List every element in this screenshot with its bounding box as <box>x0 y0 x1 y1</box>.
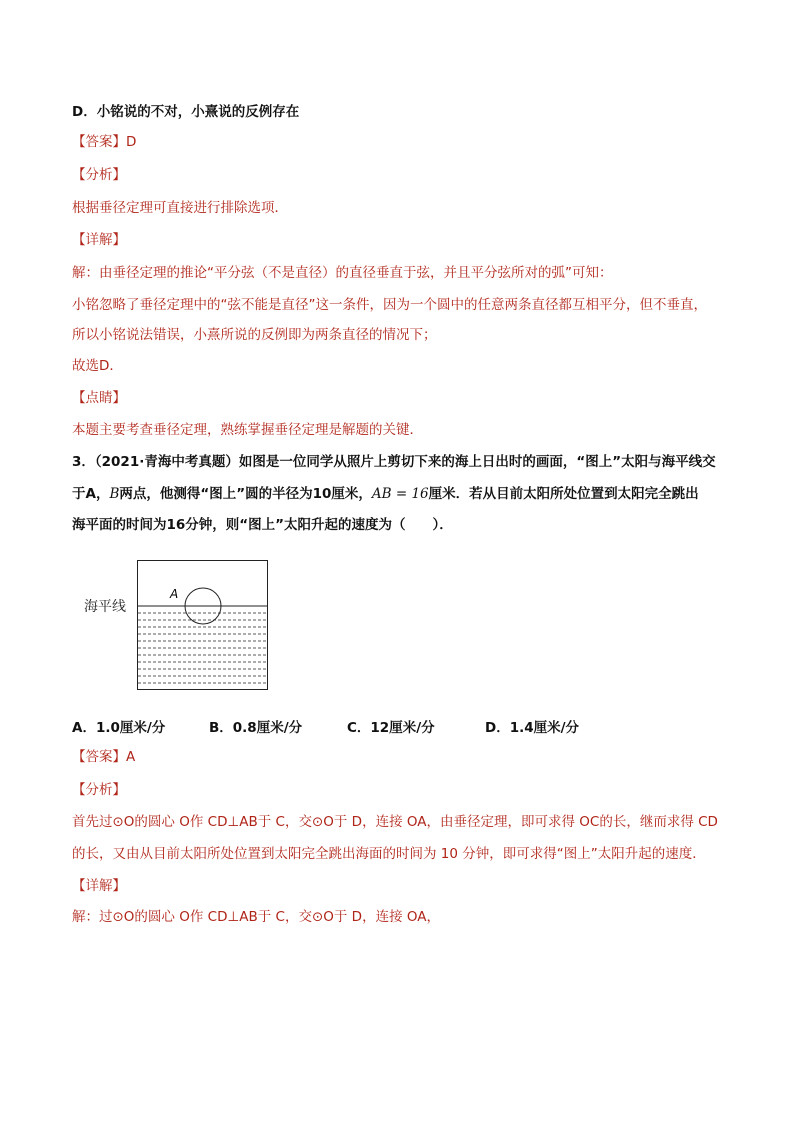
answer-row-q3 <box>72 748 135 766</box>
detail-line-3-prev: 所以小铭说法错误，小熹所说的反例即为两条直径的情况下； <box>72 327 437 343</box>
question3-line3: 海平面的时间为16分钟，则“图上”太阳升起的速度为（ ）． <box>72 517 453 533</box>
detail-tag-prev: 【详解】 <box>72 232 126 248</box>
analysis-line-2-q3: 的长，又由从目前太阳所处位置到太阳完全跳出海面的时间为 10 分钟，即可求得“图上”太阳升起的速度． <box>72 846 706 862</box>
photo-frame <box>138 561 268 690</box>
q3-line2-c: 两点，他测得“图上”圆的半径为10厘米， <box>119 486 372 502</box>
option-b: B．0.8厘米/分 <box>209 720 303 736</box>
answer-tag: 【答案】 <box>72 134 126 150</box>
q3-line2-d: 厘米．若从目前太阳所处位置到太阳完全跳出 <box>428 486 699 502</box>
detail-line-2-prev: 小铭忽略了垂径定理中的“弦不能是直径”这一条件，因为一个圆中的任意两条直径都互相平分，但不垂直， <box>72 297 707 313</box>
q3-line2-b: B <box>109 486 120 502</box>
analysis-line-1-q3: 首先过⊙O的圆心 O作 CD⊥AB于 C，交⊙O于 D，连接 OA，由垂径定理，即可求得 OC的长，继而求得 CD <box>72 814 718 830</box>
option-d-prev: D．小铭说的不对，小熹说的反例存在 <box>72 104 300 120</box>
answer-value: D <box>126 134 137 150</box>
analysis-tag-q3: 【分析】 <box>72 782 126 798</box>
analysis-tag-prev: 【分析】 <box>72 167 126 183</box>
point-a-label: A <box>170 587 179 601</box>
answer-row-prev <box>72 133 136 151</box>
detail-line-1-q3: 解：过⊙O的圆心 O作 CD⊥AB于 C，交⊙O于 D，连接 OA， <box>72 909 440 925</box>
comment-tag-prev: 【点睛】 <box>72 390 126 406</box>
option-d: D．1.4厘米/分 <box>485 720 580 736</box>
q3-line2-math: AB = 16 <box>371 486 429 502</box>
sunrise-figure <box>130 556 275 696</box>
option-c: C．12厘米/分 <box>347 720 435 736</box>
sea-level-label: 海平线 <box>84 599 126 615</box>
detail-tag-q3: 【详解】 <box>72 878 126 894</box>
analysis-text-prev: 根据垂径定理可直接进行排除选项． <box>72 200 288 216</box>
detail-line-4-prev: 故选D． <box>72 358 123 374</box>
detail-line-1-prev: 解：由垂径定理的推论“平分弦（不是直径）的直径垂直于弦，并且平分弦所对的弧”可知： <box>72 265 613 281</box>
answer-value: A <box>126 749 136 765</box>
question3-line1: 3．（2021·青海中考真题）如图是一位同学从照片上剪切下来的海上日出时的画面，“图上”太阳与海平线交 <box>72 454 716 470</box>
q3-line2-a: 于A， <box>72 486 110 502</box>
answer-tag: 【答案】 <box>72 749 126 765</box>
comment-text-prev: 本题主要考查垂径定理，熟练掌握垂径定理是解题的关键． <box>72 422 423 438</box>
option-a: A．1.0厘米/分 <box>72 720 166 736</box>
question3-line2 <box>72 485 699 503</box>
